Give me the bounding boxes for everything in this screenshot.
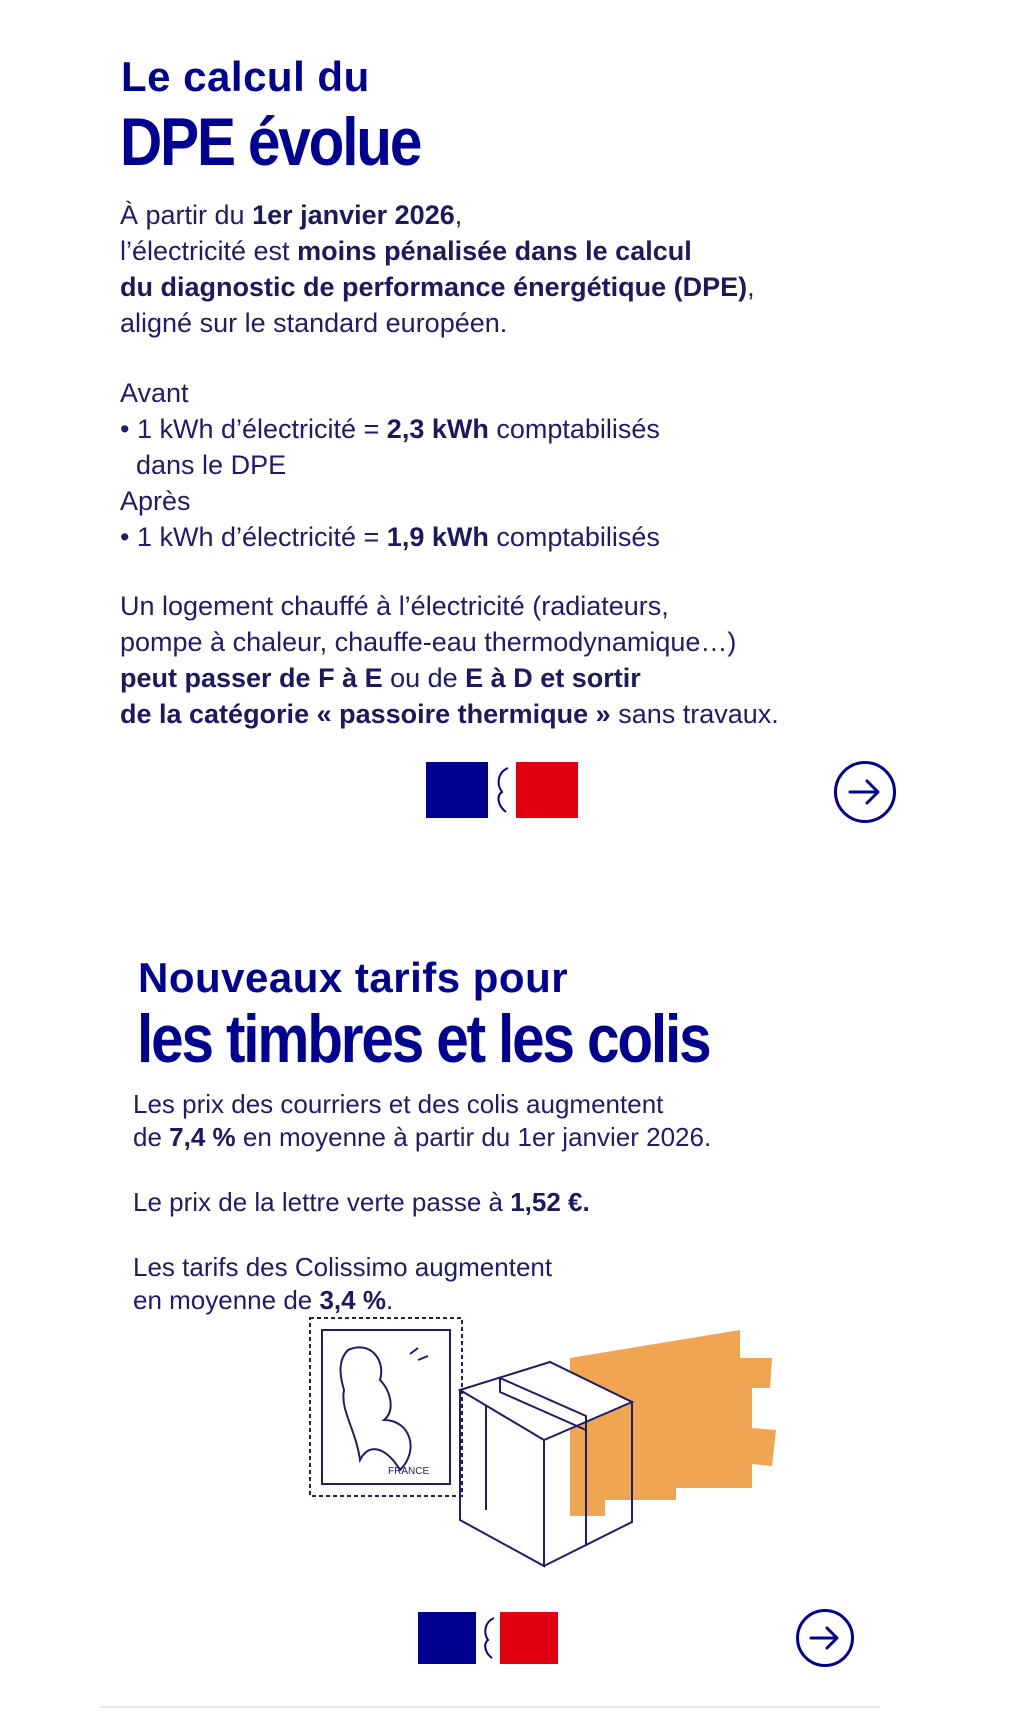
card2-title-small: Nouveaux tarifs pour <box>138 954 569 1001</box>
after-label: Après <box>120 486 191 516</box>
card1-outro: Un logement chauffé à l’électricité (radiateurs, pompe à chaleur, chauffe-eau thermodynamique…) peut passer de F à E ou de E à D et sortir de la catégorie « passoire thermique » sans travaux. <box>120 591 779 729</box>
card1-title-big: DPE évolue <box>120 104 421 180</box>
card1-title-small: Le calcul du <box>121 53 370 100</box>
stamp-country: FRANCE <box>388 1466 430 1477</box>
card1-comparison: Avant • 1 kWh d’électricité = 2,3 kWh comptabilisés dans le DPE Après • 1 kWh d’électricité = 1,9 kWh comptabilisés <box>120 375 960 555</box>
marianne-logo <box>418 1612 558 1664</box>
bottom-divider <box>100 1706 880 1708</box>
card1-intro: À partir du 1er janvier 2026, l’électricité est moins pénalisée dans le calcul du diagnostic de performance énergétique (DPE), aligné sur le standard européen. <box>120 200 755 338</box>
arrow-right-icon <box>808 1625 842 1651</box>
arrow-right-icon <box>847 778 883 806</box>
next-button[interactable] <box>796 1609 854 1667</box>
stamp-parcel-illustration <box>300 1310 780 1590</box>
next-button[interactable] <box>834 761 896 823</box>
before-label: Avant <box>120 378 189 408</box>
card-stamps <box>0 900 1034 1712</box>
before-item: • 1 kWh d’électricité = 2,3 kWh comptabilisés <box>120 414 660 444</box>
marianne-logo <box>426 762 578 818</box>
stamp-icon <box>310 1318 462 1496</box>
after-item: • 1 kWh d’électricité = 1,9 kWh comptabilisés <box>120 522 660 552</box>
card2-text: Les prix des courriers et des colis augmentent de 7,4 % en moyenne à partir du 1er janvier 2026. Le prix de la lettre verte passe à 1,52 €. Les tarifs des Colissimo augmentent en moyenne de 3,4 %. <box>133 1089 712 1315</box>
orange-tape <box>570 1330 776 1516</box>
card2-title-big: les timbres et les colis <box>137 1001 710 1077</box>
